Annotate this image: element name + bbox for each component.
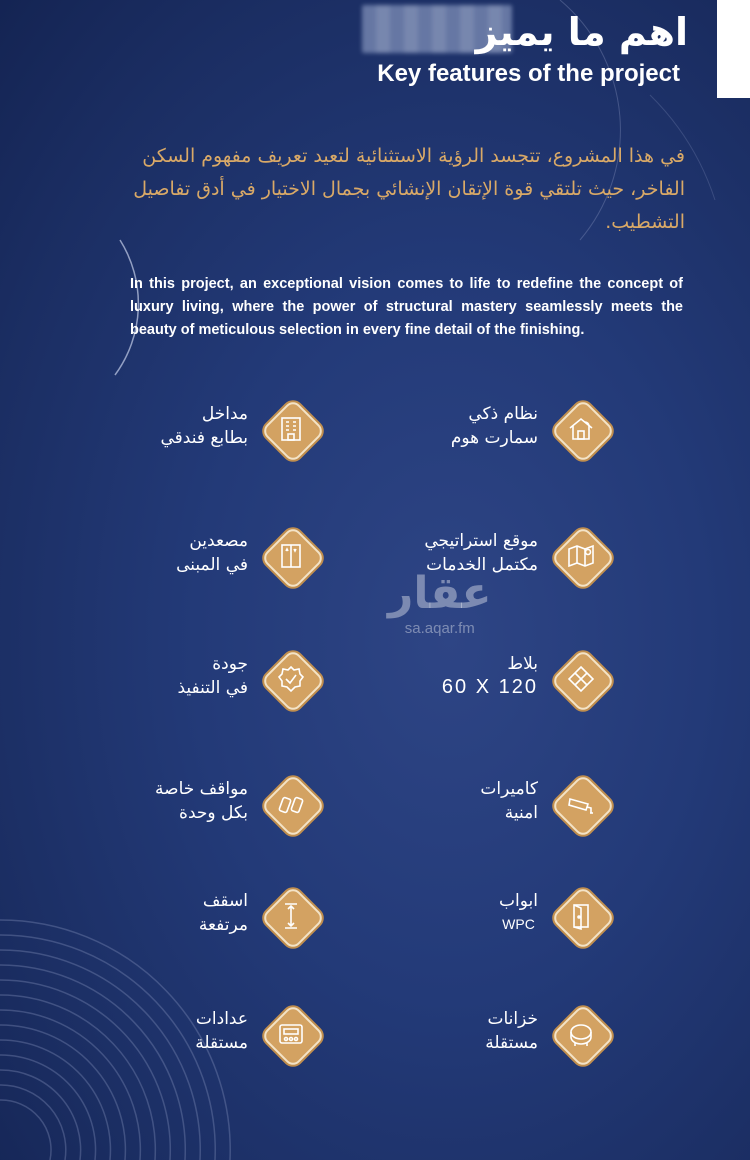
feature-tanks: خزانات مستقلة xyxy=(310,1005,610,1085)
security-camera-icon xyxy=(552,775,610,833)
feature-meters: عدادات مستقلة xyxy=(20,1005,320,1085)
smart-home-icon xyxy=(552,400,610,458)
water-tank-icon xyxy=(552,1005,610,1063)
intro-english: In this project, an exceptional vision comes to life to redefine the concept of luxury living, where the power of structural mastery seamlessly meets the beauty of meticulous selection in every fine detail of the finishing. xyxy=(130,276,683,338)
watermark-arabic: عقار xyxy=(388,568,492,619)
feature-location: موقع استراتيجي مكتمل الخدمات xyxy=(310,527,610,607)
feature-quality: جودة في التنفيذ xyxy=(20,650,320,730)
parking-cars-icon xyxy=(262,775,320,833)
ceiling-height-icon xyxy=(262,887,320,945)
elevator-icon xyxy=(262,527,320,585)
feature-smart-home: نظام ذكي سمارت هوم xyxy=(310,400,610,480)
door-icon xyxy=(552,887,610,945)
feature-tiles: بلاط 60 X 120 xyxy=(310,650,610,730)
feature-hotel-entrance: مداخل بطابع فندقي xyxy=(20,400,320,480)
title-arabic: اهم ما يميز xyxy=(475,10,688,54)
white-corner-block xyxy=(717,0,750,98)
intro-arabic: في هذا المشروع، تتجسد الرؤية الاستثنائية لتعيد تعريف مفهوم السكن الفاخر، حيث تلتقي قوة الإتقان الإنشائي بجمال الاختيار في أدق تفاصيل التشطيب. xyxy=(133,145,685,233)
title-english: Key features of the project xyxy=(377,60,680,87)
meter-icon xyxy=(262,1005,320,1063)
feature-elevators: مصعدين في المبنى xyxy=(20,527,320,607)
hotel-building-icon xyxy=(262,400,320,458)
feature-ceilings: اسقف مرتفعة xyxy=(20,887,320,967)
feature-doors: ابواب WPC xyxy=(310,887,610,967)
tiles-icon xyxy=(552,650,610,708)
feature-cameras: كاميرات امنية xyxy=(310,775,610,855)
feature-parking: مواقف خاصة بكل وحدة xyxy=(20,775,320,855)
quality-badge-icon xyxy=(262,650,320,708)
map-location-icon xyxy=(552,527,610,585)
watermark xyxy=(388,568,492,638)
watermark-url: sa.aqar.fm xyxy=(404,620,475,637)
